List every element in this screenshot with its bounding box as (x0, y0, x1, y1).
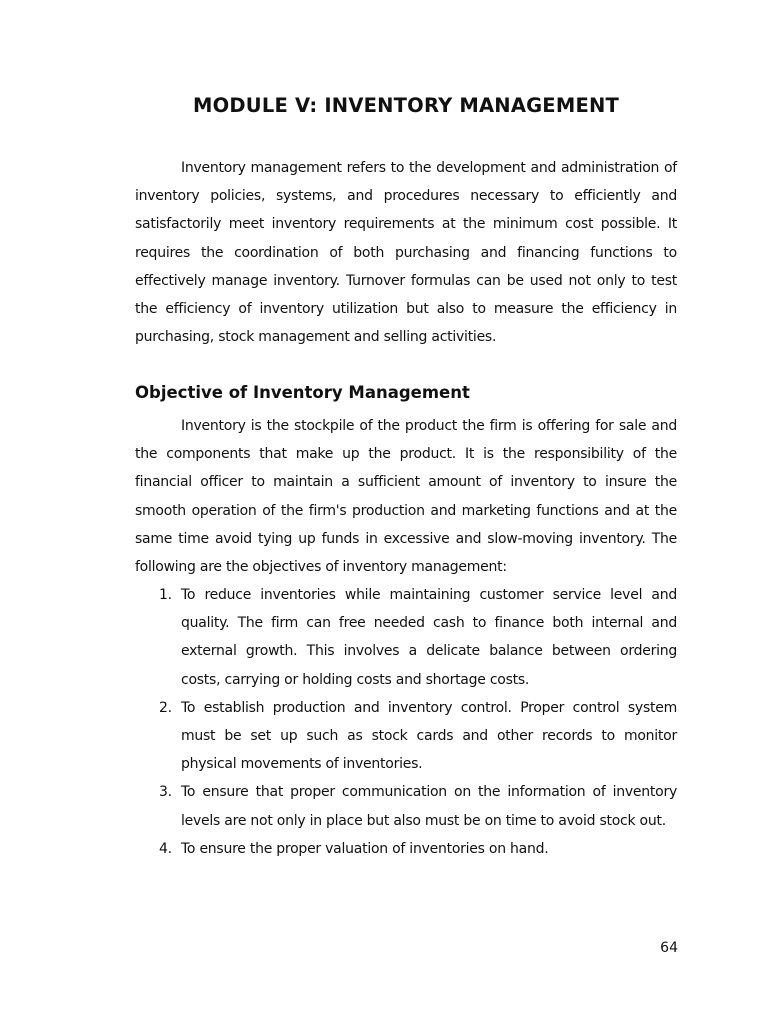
section-heading: Objective of Inventory Management (135, 383, 470, 402)
page-title: MODULE V: INVENTORY MANAGEMENT (193, 94, 619, 117)
list-item-text: To ensure that proper communication on the information of inventory levels are not only in place but also must be on time to avoid stock out. (181, 784, 677, 829)
list-item-number: 2. (159, 699, 172, 716)
list-item-text: To reduce inventories while maintaining customer service level and quality. The firm can free needed cash to finance both internal and external growth. This involves a delicate balance between ordering costs, carrying or holding costs and shortage costs. (181, 587, 677, 688)
list-item (135, 694, 677, 779)
list-item (135, 835, 677, 863)
objectives-list (135, 581, 677, 863)
list-item-number: 1. (159, 587, 172, 603)
list-item-text: To establish production and inventory control. Proper control system must be set up such as stock cards and other records to monitor physical movements of inventories. (181, 699, 677, 773)
list-item (135, 778, 677, 834)
list-item-text: To ensure the proper valuation of inventories on hand. (181, 840, 549, 857)
list-item-number: 3. (159, 784, 172, 801)
list-item (135, 581, 677, 694)
objective-paragraph: Inventory is the stockpile of the product the firm is offering for sale and the components that make up the product. It is the responsibility of the financial officer to maintain a sufficient amount of inventory to insure the smooth operation of the firm's production and marketing functions and at the same time avoid tying up funds in excessive and slow-moving inventory. The following are the objectives of inventory management: (135, 418, 677, 576)
list-item-number: 4. (159, 840, 172, 857)
page-number: 64 (660, 940, 678, 956)
intro-paragraph: Inventory management refers to the development and administration of inventory policies, systems, and procedures necessary to efficiently and satisfactorily meet inventory requirements at the minimum cost possible. It requires the coordination of both purchasing and financing functions to effectively manage inventory. Turnover formulas can be used not only to test the efficiency of inventory utilization but also to measure the efficiency in purchasing, stock management and selling activities. (135, 160, 677, 346)
